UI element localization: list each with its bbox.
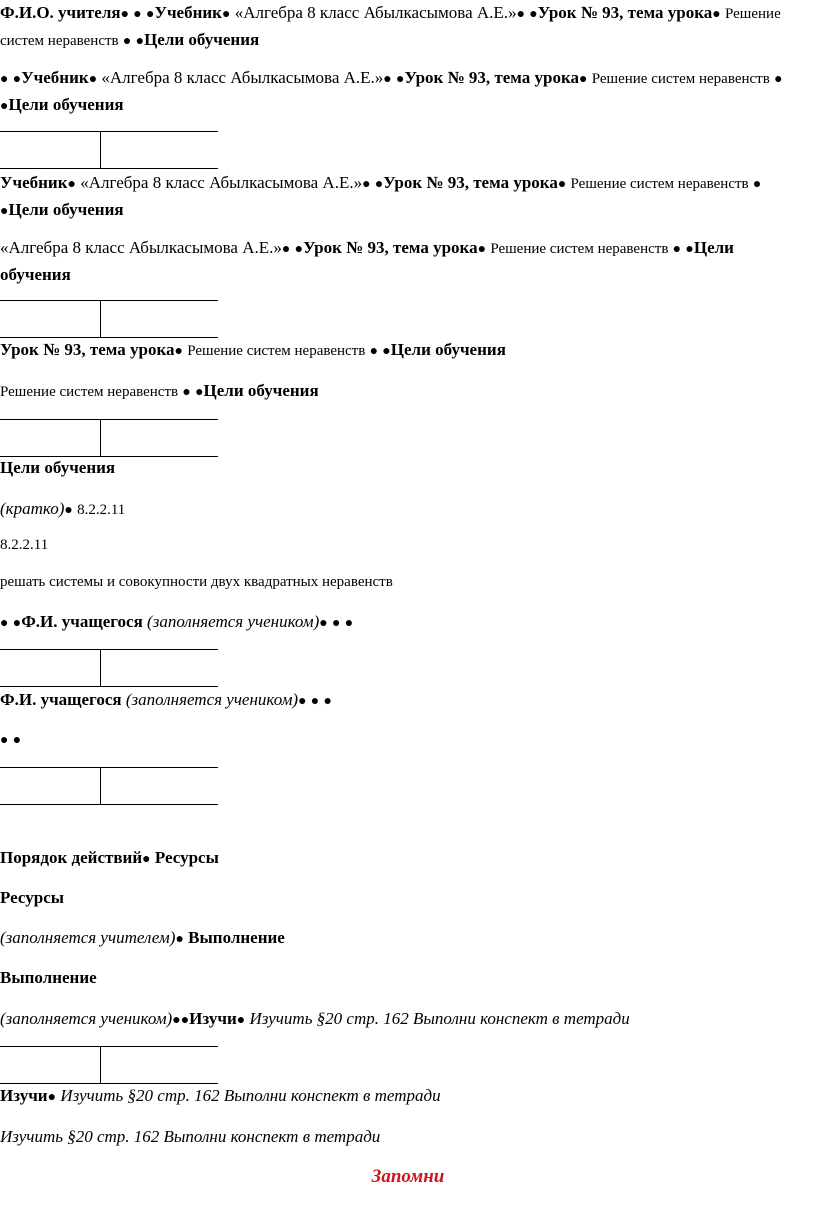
topic-text: Решение систем неравенств [0,6,781,49]
goals-label: Цели обучения [8,200,124,219]
execution-label: Выполнение [188,928,285,947]
study-task: Изучить §20 стр. 162 Выполни конспект в тетради [249,1009,630,1028]
student-name-label: Ф.И. учащегося [0,690,122,709]
bullet-icon: ● [344,616,354,631]
bullet-icon: ● [319,616,328,631]
textbook-value: «Алгебра 8 класс Абылкасымова А.Е.» [80,173,363,192]
execution-heading: Выполнение [0,968,97,987]
filled-by-teacher: (заполняется учителем) [0,928,176,947]
bullet-icon: ● [195,385,204,400]
topic-text: Решение систем неравенств [570,176,749,192]
bullet-icon: ● [382,344,391,359]
bullet-icon: ● [120,7,130,22]
teacher-line [0,925,806,952]
bullet-icon: ● [12,733,22,748]
study-line-1 [0,1006,806,1033]
fio-teacher-label: Ф.И.О. учителя [0,3,121,22]
goals-label: Цели обучения [390,340,506,359]
bullet-icon: ● [774,72,783,87]
table-fragment [0,300,218,338]
textbook-label: Учебник [154,3,222,22]
topic-text: Решение систем неравенств [490,241,669,257]
header-paragraph-6 [0,378,806,405]
resources-label: Ресурсы [154,848,219,867]
bullet-icon: ● [298,694,307,709]
bullet-icon: ● [180,1013,190,1028]
bullet-icon: ● [67,177,76,192]
lesson-label: Урок № 93, тема урока [537,3,713,22]
table-fragment [0,649,218,687]
goals-label: Цели обучения [0,238,734,284]
header-paragraph-5 [0,337,806,364]
bullet-icon: ● [174,344,183,359]
lesson-label: Урок № 93, тема урока [0,340,175,359]
resources-heading: Ресурсы [0,888,65,907]
topic-text: Решение систем неравенств [591,71,770,87]
bullet-icon: ● [369,344,379,359]
bullet-icon: ● [12,616,22,631]
bullet-icon: ● [529,7,538,22]
remember-heading: Запомни [371,1166,445,1187]
filled-by-student: (заполняется учеником) [125,690,299,709]
student-line-2 [0,687,806,714]
bullet-icon: ● [47,1090,57,1105]
textbook-value: «Алгебра 8 класс Абылкасымова А.Е.» [101,68,384,87]
bullet-icon: ● [133,7,142,22]
bullet-icon: ● [362,177,371,192]
bullet-icon: ● [64,503,73,518]
header-paragraph-2 [0,65,806,119]
table-fragment [0,767,218,805]
topic-text: Решение систем неравенств [0,384,179,400]
bullet-icon: ● [685,242,694,257]
order-label: Порядок действий [0,848,143,867]
bullet-icon: ● [477,242,487,257]
bullet-icon: ● [0,99,9,114]
bullet-icon: ● [294,242,304,257]
study-label: Изучи [0,1086,48,1105]
bullet-icon: ● [752,177,762,192]
bullet-icon: ● [374,177,384,192]
goals-label: Цели обучения [8,95,124,114]
bullet-icon: ● [310,694,320,709]
bullet-icon: ● [12,72,22,87]
bullet-icon: ● [122,34,132,49]
briefly-label: (кратко) [0,499,65,518]
study-line-2 [0,1083,806,1110]
bullet-icon: ● [579,72,588,87]
filled-by-student: (заполняется учеником) [147,612,320,631]
bullet-icon: ● [236,1013,246,1028]
bullet-icon: ● [0,733,9,748]
bullet-icon: ● [88,72,98,87]
header-paragraph-3 [0,170,806,224]
header-paragraph-4 [0,235,806,287]
bullet-icon: ● [383,72,392,87]
textbook-label: Учебник [0,173,68,192]
bullet-icon: ● [396,72,405,87]
goal-code: 8.2.2.11 [77,502,126,518]
study-label: Изучи [189,1009,237,1028]
bullet-icon: ● [172,1013,181,1028]
order-line [0,845,806,872]
lesson-label: Урок № 93, тема урока [404,68,579,87]
textbook-label: Учебник [21,68,89,87]
bullet-icon: ● [142,852,151,867]
goals-label: Цели обучения [144,30,260,49]
bullet-icon: ● [0,204,9,219]
table-fragment [0,1046,218,1084]
bullet-icon: ● [135,34,145,49]
goals-label: Цели обучения [203,381,319,400]
bullet-icon: ● [712,7,721,22]
goal-code-line: 8.2.2.11 [0,537,49,553]
bullets-line [0,726,806,753]
student-name-label: Ф.И. учащегося [21,612,143,631]
bullet-icon: ● [331,616,341,631]
study-task-line: Изучить §20 стр. 162 Выполни конспект в тетради [0,1127,381,1146]
briefly-line [0,496,806,523]
student-line-1 [0,609,806,636]
table-fragment [0,419,218,457]
bullet-icon: ● [221,7,231,22]
lesson-label: Урок № 93, тема урока [303,238,478,257]
table-fragment [0,131,218,169]
header-paragraph-1 [0,0,806,54]
bullet-icon: ● [0,72,9,87]
bullet-icon: ● [323,694,332,709]
bullet-icon: ● [146,7,155,22]
bullet-icon: ● [0,616,9,631]
filled-by-student: (заполняется учеником) [0,1009,173,1028]
topic-text: Решение систем неравенств [187,343,366,359]
bullet-icon: ● [182,385,191,400]
goal-text: решать системы и совокупности двух квадратных неравенств [0,574,393,590]
lesson-label: Урок № 93, тема урока [383,173,558,192]
textbook-value: «Алгебра 8 класс Абылкасымова А.Е.» [234,3,517,22]
study-task: Изучить §20 стр. 162 Выполни конспект в тетради [60,1086,441,1105]
goals-heading: Цели обучения [0,458,116,477]
bullet-icon: ● [672,242,682,257]
bullet-icon: ● [281,242,291,257]
textbook-value: «Алгебра 8 класс Абылкасымова А.Е.» [0,238,282,257]
bullet-icon: ● [557,177,567,192]
bullet-icon: ● [175,932,184,947]
bullet-icon: ● [516,7,526,22]
